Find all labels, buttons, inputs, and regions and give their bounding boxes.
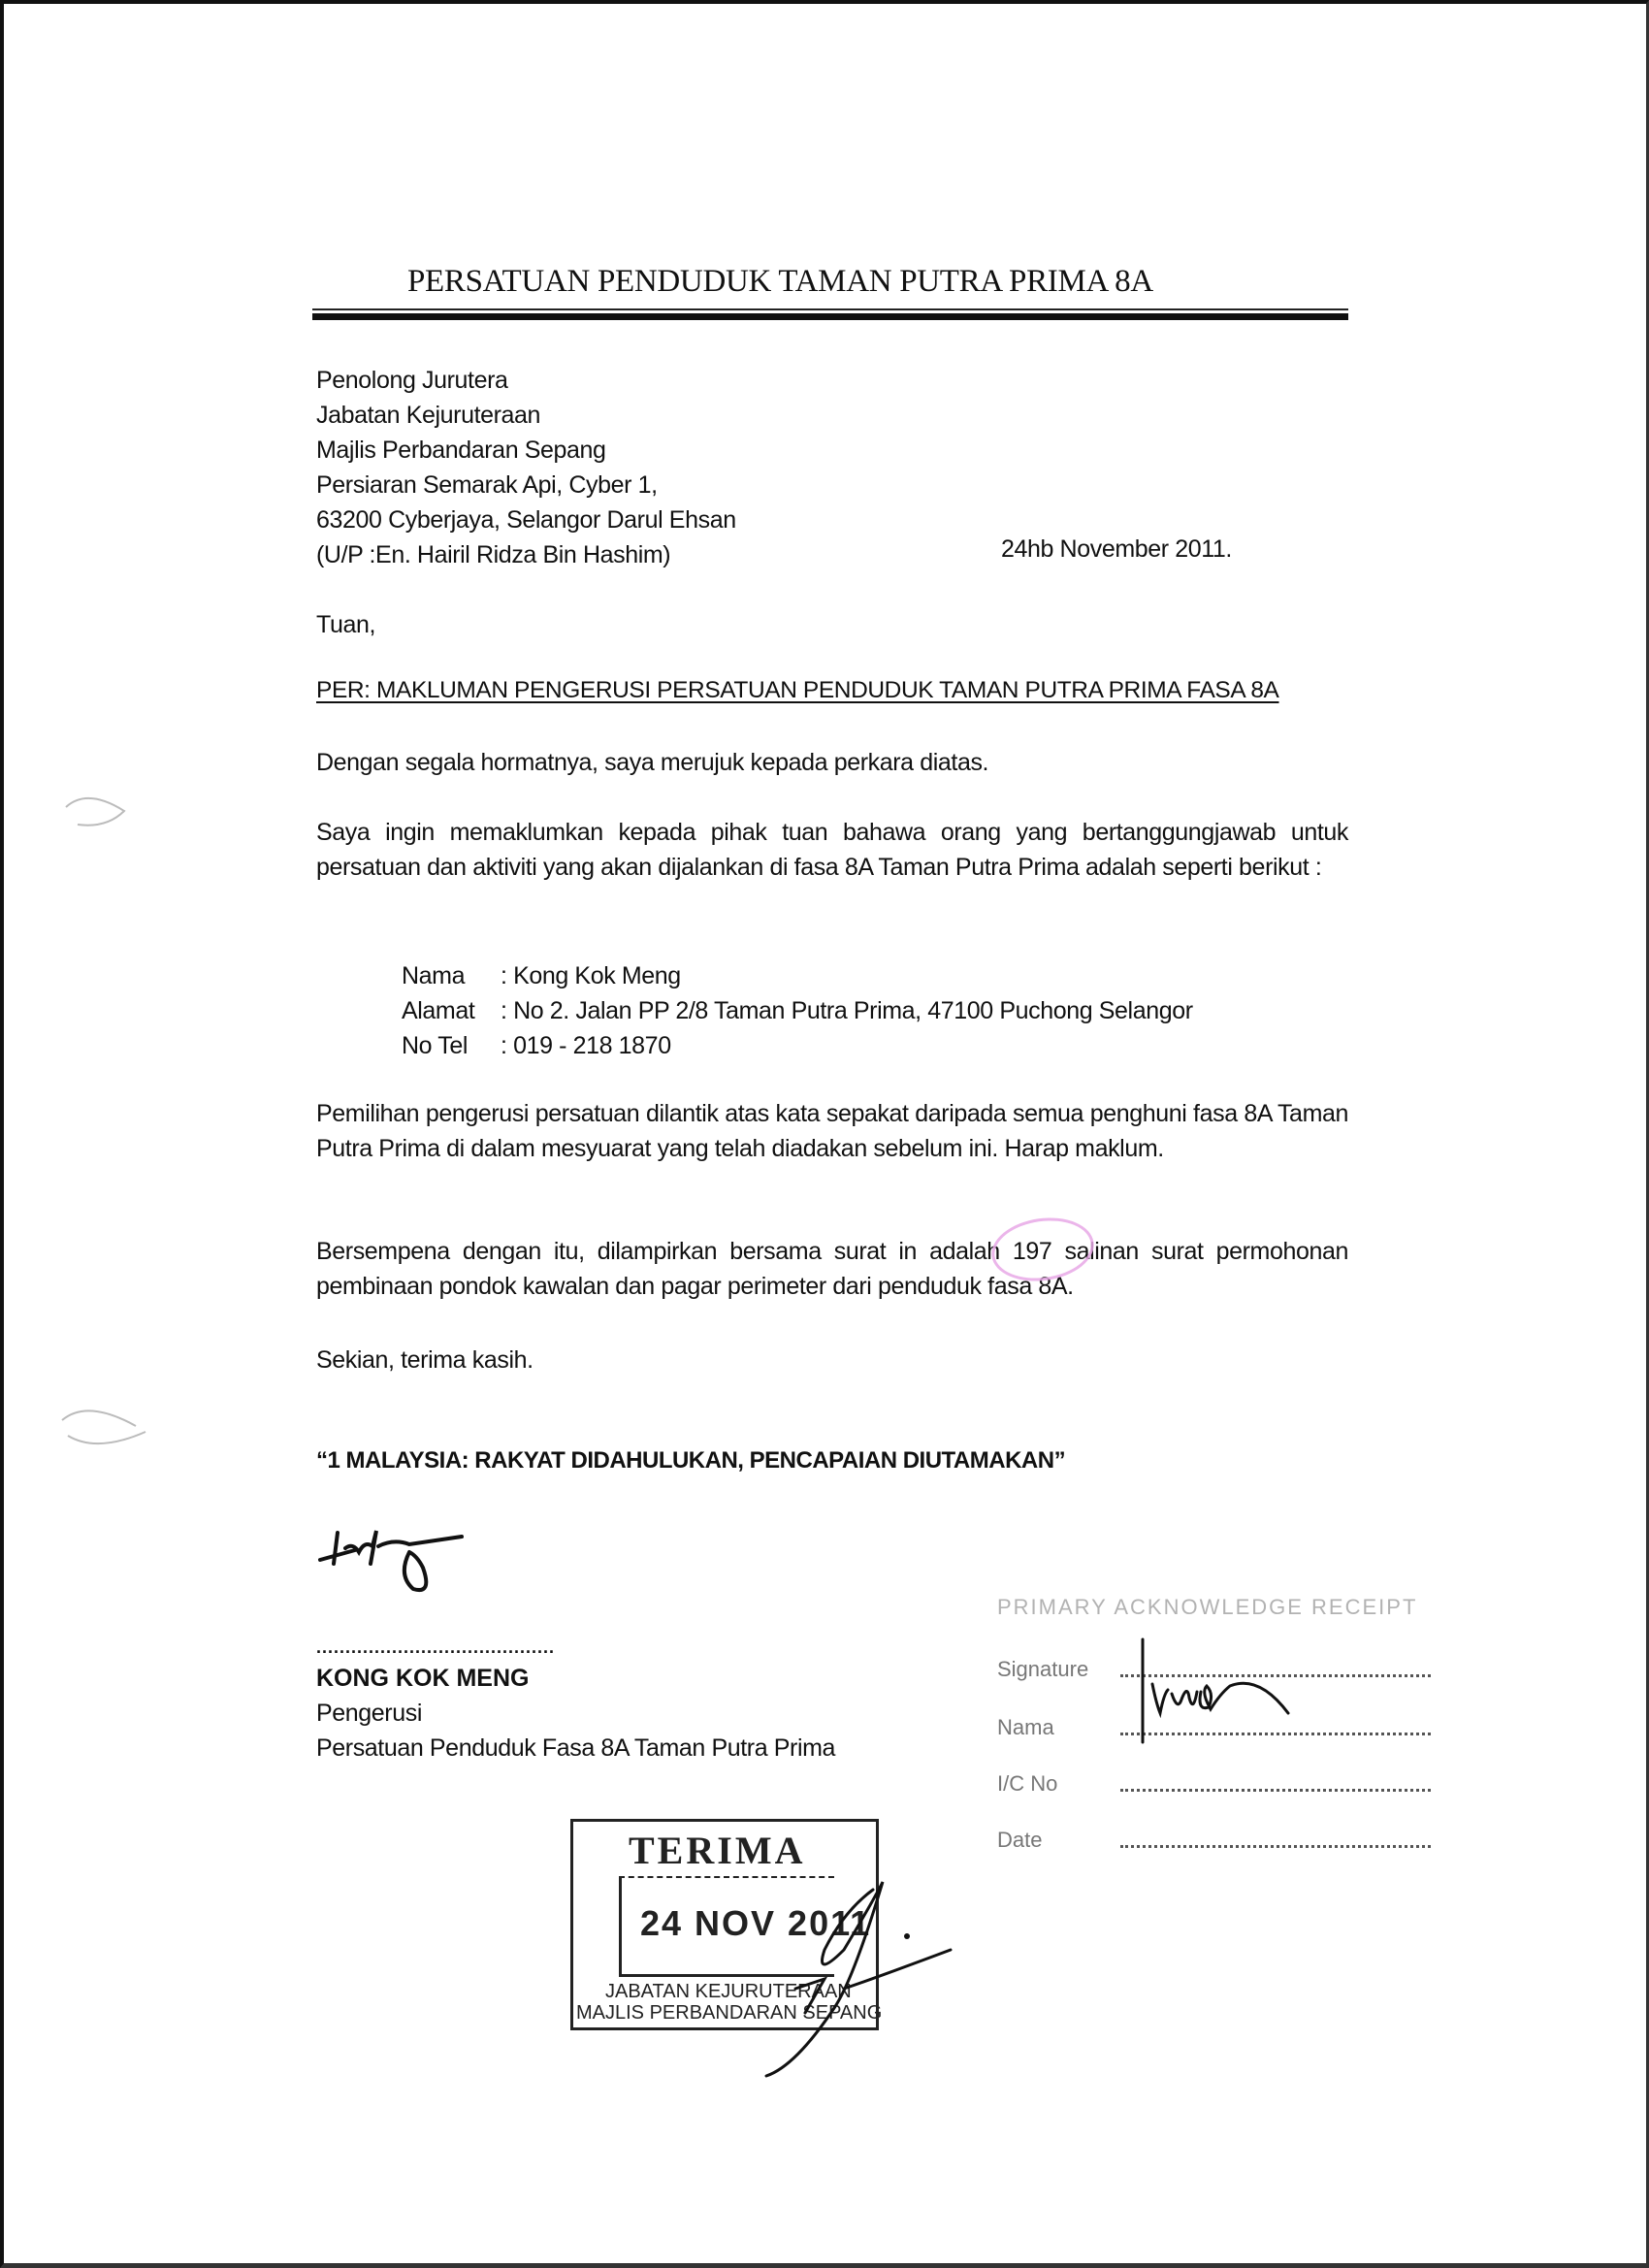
recipient-line: 63200 Cyberjaya, Selangor Darul Ehsan xyxy=(316,506,736,534)
signer-title: Pengerusi xyxy=(316,1700,422,1727)
receiver-signature-icon xyxy=(1133,1636,1308,1752)
detail-value: : No 2. Jalan PP 2/8 Taman Putra Prima, 47100 Puchong Selangor xyxy=(501,997,1193,1024)
detail-value: : 019 - 218 1870 xyxy=(501,1032,671,1059)
recipient-line: Persiaran Semarak Api, Cyber 1, xyxy=(316,471,658,499)
recipient-line: Penolong Jurutera xyxy=(316,367,508,394)
receipt-name-label: Nama xyxy=(997,1715,1054,1739)
detail-value: : Kong Kok Meng xyxy=(501,962,681,989)
chairman-details xyxy=(402,958,1193,1063)
received-stamp-council: MAJLIS PERBANDARAN SEPANG xyxy=(576,2002,883,2024)
recipient-address xyxy=(316,363,736,572)
recipient-line: Majlis Perbandaran Sepang xyxy=(316,437,606,464)
receipt-ic-label: I/C No xyxy=(997,1771,1058,1796)
attachment-text-before: Bersempena dengan itu, dilampirkan bersama surat in adalah xyxy=(316,1238,1013,1265)
detail-phone-row xyxy=(402,1028,1193,1063)
recipient-line: Jabatan Kejuruteraan xyxy=(316,402,541,429)
letterhead-rule-thin xyxy=(312,308,1348,310)
receipt-date-label: Date xyxy=(997,1828,1043,1852)
signer-name: KONG KOK MENG xyxy=(316,1665,530,1692)
received-stamp-date: 24 NOV 2011 xyxy=(640,1903,872,1943)
paragraph-election: Pemilihan pengerusi persatuan dilantik atas kata sepakat daripada semua penghuni fasa 8A Taman Putra Prima di dalam mesyuarat yang telah diadakan sebelum ini. Harap maklum. xyxy=(316,1100,1348,1162)
letter-date: 24hb November 2011. xyxy=(1001,535,1232,563)
signature-dotted-line: ......................................... xyxy=(316,1637,556,1657)
recipient-line: (U/P :En. Hairil Ridza Bin Hashim) xyxy=(316,541,671,568)
detail-label: Nama xyxy=(402,962,466,989)
signer-organization: Persatuan Penduduk Fasa 8A Taman Putra Prima xyxy=(316,1734,836,1762)
received-stamp-title: TERIMA xyxy=(629,1829,806,1872)
stamp-initial-signature-icon xyxy=(679,1843,970,2095)
receipt-date-dots xyxy=(1120,1845,1431,1848)
motto: “1 MALAYSIA: RAKYAT DIDAHULUKAN, PENCAPAIAN DIUTAMAKAN” xyxy=(316,1447,1066,1474)
receipt-ic-dots xyxy=(1120,1789,1431,1792)
copy-count xyxy=(1013,1238,1052,1265)
salutation: Tuan, xyxy=(316,611,376,638)
detail-label: Alamat xyxy=(402,997,475,1024)
punch-hole-mark-icon xyxy=(58,786,136,834)
closing-line: Sekian, terima kasih. xyxy=(316,1346,534,1374)
letterhead-title: PERSATUAN PENDUDUK TAMAN PUTRA PRIMA 8A xyxy=(407,264,1153,299)
opening-sentence: Dengan segala hormatnya, saya merujuk kepada perkara diatas. xyxy=(316,749,989,776)
subject-line: PER: MAKLUMAN PENGERUSI PERSATUAN PENDUDUK TAMAN PUTRA PRIMA FASA 8A xyxy=(316,677,1279,703)
letterhead-rule-thick xyxy=(312,313,1348,320)
copy-count-number: 197 xyxy=(1012,1238,1052,1265)
detail-name-row xyxy=(402,958,1193,993)
detail-label: No Tel xyxy=(402,1032,469,1059)
attachment-text-after: salinan surat permohonan pembinaan pondok kawalan dan pagar perimeter dari penduduk fasa 8A. xyxy=(316,1238,1348,1300)
handwritten-signature-icon xyxy=(316,1513,491,1601)
receipt-signature-label: Signature xyxy=(997,1657,1089,1681)
detail-address-row xyxy=(402,993,1193,1028)
received-stamp-department: JABATAN KEJURUTERAAN xyxy=(605,1981,852,2002)
punch-hole-mark-icon xyxy=(48,1397,155,1465)
paragraph-attachment xyxy=(316,1234,1348,1304)
paragraph-responsibility: Saya ingin memaklumkan kepada pihak tuan bahawa orang yang bertanggungjawab untuk persatuan dan aktiviti yang akan dijalankan di fasa 8A Taman Putra Prima adalah seperti berikut : xyxy=(316,819,1348,881)
receipt-stamp-header: PRIMARY ACKNOWLEDGE RECEIPT xyxy=(997,1595,1418,1619)
